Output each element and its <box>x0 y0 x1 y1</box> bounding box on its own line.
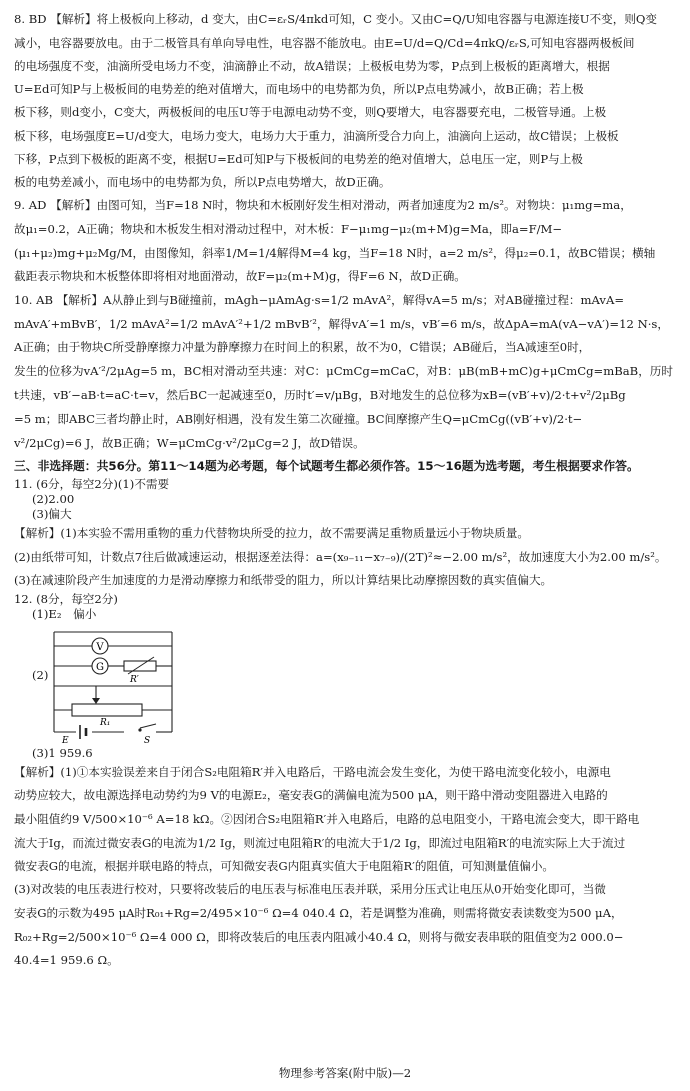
q12-explanation-line: 流大于Ig，而流过微安表G的电流为1/2 Ig，则流过电阻箱R′的电流大于1/2 Ig，即流过电阻箱R′的电流实际上大于流过 <box>14 836 626 850</box>
q12-answer-3: (3)1 959.6 <box>32 746 93 760</box>
q12-explanation-line: 【解析】(1)①本实验误差来自于闭合S₂电阻箱R′并入电路后，干路电流会发生变化，为使干路电流变化较小，电源电 <box>14 765 611 779</box>
text-line: 板的电势差减小，而电场中的电势都为负，所以P点电势增大，故D正确。 <box>14 175 391 189</box>
text-line: 的电场强度不变，油滴所受电场力不变，油滴静止不动，故A错误；上极板电势为零，P点到上极板的距离增大，根据 <box>14 59 610 73</box>
resistor-box-label: R′ <box>130 675 139 685</box>
text-line: 10. AB 【解析】A从静止到与B碰撞前，mAgh−μAmAg·s=1/2 mAvA²，解得vA=5 m/s；对AB碰撞过程：mAvA= <box>14 293 625 307</box>
text-line: 故μ₁=0.2，A正确；物块和木板发生相对滑动过程中，对木板：F−μ₁mg−μ₂(m+M)g=Ma，即a=F/M− <box>14 222 563 236</box>
text-line: 截距表示物块和木板整体即将相对地面滑动，故F=μ₂(m+M)g，得F=6 N，故D正确。 <box>14 269 466 283</box>
q12-explanation-line: 40.4=1 959.6 Ω。 <box>14 953 119 967</box>
rheostat-label: R₁ <box>100 718 111 728</box>
q12-heading: 12. (8分，每空2分) <box>14 592 118 606</box>
galvanometer-label: G <box>96 662 104 673</box>
circuit-svg <box>32 624 192 744</box>
text-line: 减小，电容器要放电。由于二极管具有单向导电性，电容器不能放电。由E=U/d=Q/Cd=4πkQ/εᵣS,可知电容器两极板间 <box>14 36 635 50</box>
q12-answer-2-label: (2) <box>32 668 49 682</box>
battery-label: E <box>62 736 69 744</box>
text-line: 9. AD 【解析】由图可知，当F=18 N时，物块和木板刚好发生相对滑动，两者加速度为2 m/s²。对物块：μ₁mg=ma， <box>14 198 632 212</box>
text-line: mAvA′+mBvB′，1/2 mAvA²=1/2 mAvA′²+1/2 mBvB′²，解得vA′=1 m/s，vB′=6 m/s，故ΔpA=mA(vA−vA′)=12 N·s， <box>14 317 669 331</box>
text-line: 发生的位移为vA′²/2μAg=5 m，BC相对滑动至共速：对C：μCmCg=mCaC，对B：μB(mB+mC)g+μCmCg=mBaB，历时 <box>14 364 673 378</box>
q12-explanation-line: 微安表G的电流，根据并联电路的特点，可知微安表G内阻真实值大于电阻箱R′的阻值，可知测量值偏小。 <box>14 859 555 873</box>
q11-explanation-3: (3)在减速阶段产生加速度的力是滑动摩擦力和纸带受的阻力，所以计算结果比动摩擦因数的真实值偏大。 <box>14 573 553 587</box>
text-line: U=Ed可知P与上极板间的电势差的绝对值增大，而电场中的电势都为负，所以P点电势减小，故B正确；若上极 <box>14 82 584 96</box>
text-line: 下移，P点到下极板的距离不变，根据U=Ed可知P与下极板间的电势差的绝对值增大，总电压一定，则P与上极 <box>14 152 583 166</box>
switch-icon <box>138 728 141 731</box>
text-line: =5 m；即ABC三者均静止时，AB刚好相遇，没有发生第二次碰撞。BC间摩擦产生Q=μCmCg((vB′+v)/2·t− <box>14 412 583 426</box>
q11-heading: 11. (6分，每空2分)(1)不需要 <box>14 477 170 491</box>
q12-explanation-line: R₀₂+Rg=2/500×10⁻⁶ Ω=4 000 Ω，即将改装后的电压表内阻减小40.4 Ω，则将与微安表串联的阻值变为2 000.0− <box>14 930 624 944</box>
text-line: t共速，vB′−aB·t=aC·t=v，然后BC一起减速至0，历时t′=v/μBg，B对地发生的总位移为xB=(vB′+v)/2·t+v²/2μBg <box>14 388 626 402</box>
q11-answer-3: (3)偏大 <box>32 507 72 521</box>
q12-explanation-line: 动势应较大，故电源选择电动势约为9 V的电源E₂，毫安表G的满偏电流为500 μA，则干路中滑动变阻器进入电路的 <box>14 788 608 802</box>
q11-answer-2: (2)2.00 <box>32 492 75 506</box>
text-line: (μ₁+μ₂)mg+μ₂Mg/M，由图像知，斜率1/M=1/4解得M=4 kg，当F=18 N时，a=2 m/s²，得μ₂=0.1，故BC错误；横轴 <box>14 246 656 260</box>
rheostat-icon <box>72 704 142 716</box>
q11-explanation-2: (2)由纸带可知，计数点7往后做减速运动，根据逐差法得：a=(x₉₋₁₁−x₇₋₉)/(2T)²≈−2.00 m/s²，故加速度大小为2.00 m/s²。 <box>14 550 667 564</box>
page-footer: 物理参考答案(附中版)—2 <box>278 1066 412 1080</box>
q12-explanation-line: 安表G的示数为495 μA时R₀₁+Rg=2/495×10⁻⁶ Ω=4 040.4 Ω，若是调整为准确，则需将微安表读数变为500 μA， <box>14 906 623 920</box>
text-line: 板下移，电场强度E=U/d变大，电场力变大，电场力大于重力，油滴所受合力向上，油滴向上运动，故C错误；上极板 <box>14 129 619 143</box>
section-heading: 三、非选择题：共56分。第11～14题为必考题，每个试题考生都必须作答。15～16题为选考题，考生根据要求作答。 <box>14 459 639 473</box>
text-line: 8. BD 【解析】将上极板向上移动，d 变大，由C=εᵣS/4πkd可知，C 变小。又由C=Q/U知电容器与电源连接U不变，则Q变 <box>14 12 658 26</box>
text-line: A正确；由于物块C所受静摩擦力冲量为静摩擦力在时间上的积累，故不为0，C错误；AB碰后，当A减速至0时， <box>14 340 591 354</box>
text-line: v²/2μCg)=6 J，故B正确；W=μCmCg·v²/2μCg=2 J，故D错误。 <box>14 436 365 450</box>
switch-label: S <box>144 736 151 744</box>
q12-explanation-line: (3)对改装的电压表进行校对，只要将改装后的电压表与标准电压表并联，采用分压式让电压从0开始变化即可，当微 <box>14 882 606 896</box>
circuit-diagram <box>14 624 676 744</box>
q11-explanation-1: 【解析】(1)本实验不需用重物的重力代替物块所受的拉力，故不需要满足重物质量远小于物块质量。 <box>14 526 529 540</box>
q12-explanation-line: 最小阻值约9 V/500×10⁻⁶ A=18 kΩ。②因闭合S₂电阻箱R′并入电路后，电路的总电阻变小，干路电流会变大，即干路电 <box>14 812 640 826</box>
text-line: 板下移，则d变小，C变大，两极板间的电压U等于电源电动势不变，则Q要增大，电容器要充电，二极管导通。上极 <box>14 105 607 119</box>
voltmeter-label: V <box>96 642 104 653</box>
q12-answer-1: (1)E₂ 偏小 <box>32 607 97 621</box>
